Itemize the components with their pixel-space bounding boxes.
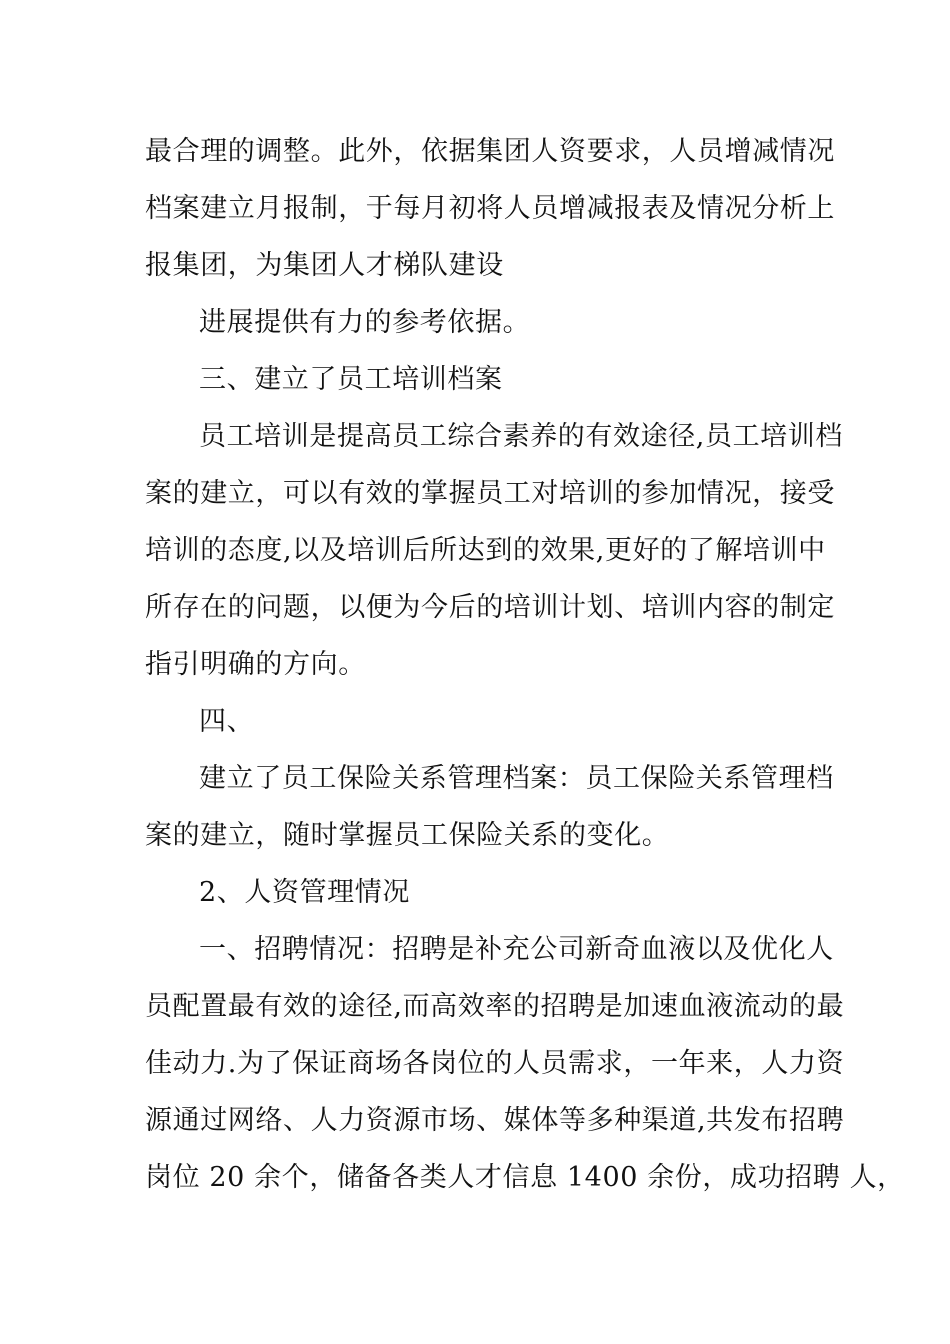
text-line: 进展提供有力的参考依据。	[199, 307, 531, 338]
text-line: 最合理的调整。此外，依据集团人资要求，人员增减情况	[145, 136, 835, 167]
text-line: 档案建立月报制，于每月初将人员增减报表及情况分析上	[145, 193, 835, 224]
section-heading: 三、建立了员工培训档案	[199, 364, 503, 395]
text-line: 员配置最有效的途径,而高效率的招聘是加速血液流动的最	[145, 991, 845, 1022]
text-line: 指引明确的方向。	[145, 649, 366, 680]
text-line: 员工培训是提高员工综合素养的有效途径,员工培训档	[199, 421, 843, 452]
text-line: 岗位 20 余个，储备各类人才信息 1400 余份，成功招聘 人，	[145, 1162, 905, 1193]
text-line: 案的建立，可以有效的掌握员工对培训的参加情况，接受	[145, 478, 835, 509]
text-line: 一、招聘情况：招聘是补充公司新奇血液以及优化人	[199, 934, 834, 965]
text-line: 源通过网络、人力资源市场、媒体等多种渠道,共发布招聘	[145, 1105, 845, 1136]
section-heading: 四、	[199, 706, 255, 737]
text-line: 所存在的问题，以便为今后的培训计划、培训内容的制定	[145, 592, 835, 623]
text-line: 报集团，为集团人才梯队建设	[145, 250, 504, 281]
text-line: 建立了员工保险关系管理档案：员工保险关系管理档	[199, 763, 834, 794]
text-line: 佳动力.为了保证商场各岗位的人员需求，一年来，人力资	[145, 1048, 845, 1079]
text-line: 案的建立，随时掌握员工保险关系的变化。	[145, 820, 670, 851]
section-heading: 2、人资管理情况	[199, 877, 410, 908]
text-line: 培训的态度,以及培训后所达到的效果,更好的了解培训中	[145, 535, 826, 566]
